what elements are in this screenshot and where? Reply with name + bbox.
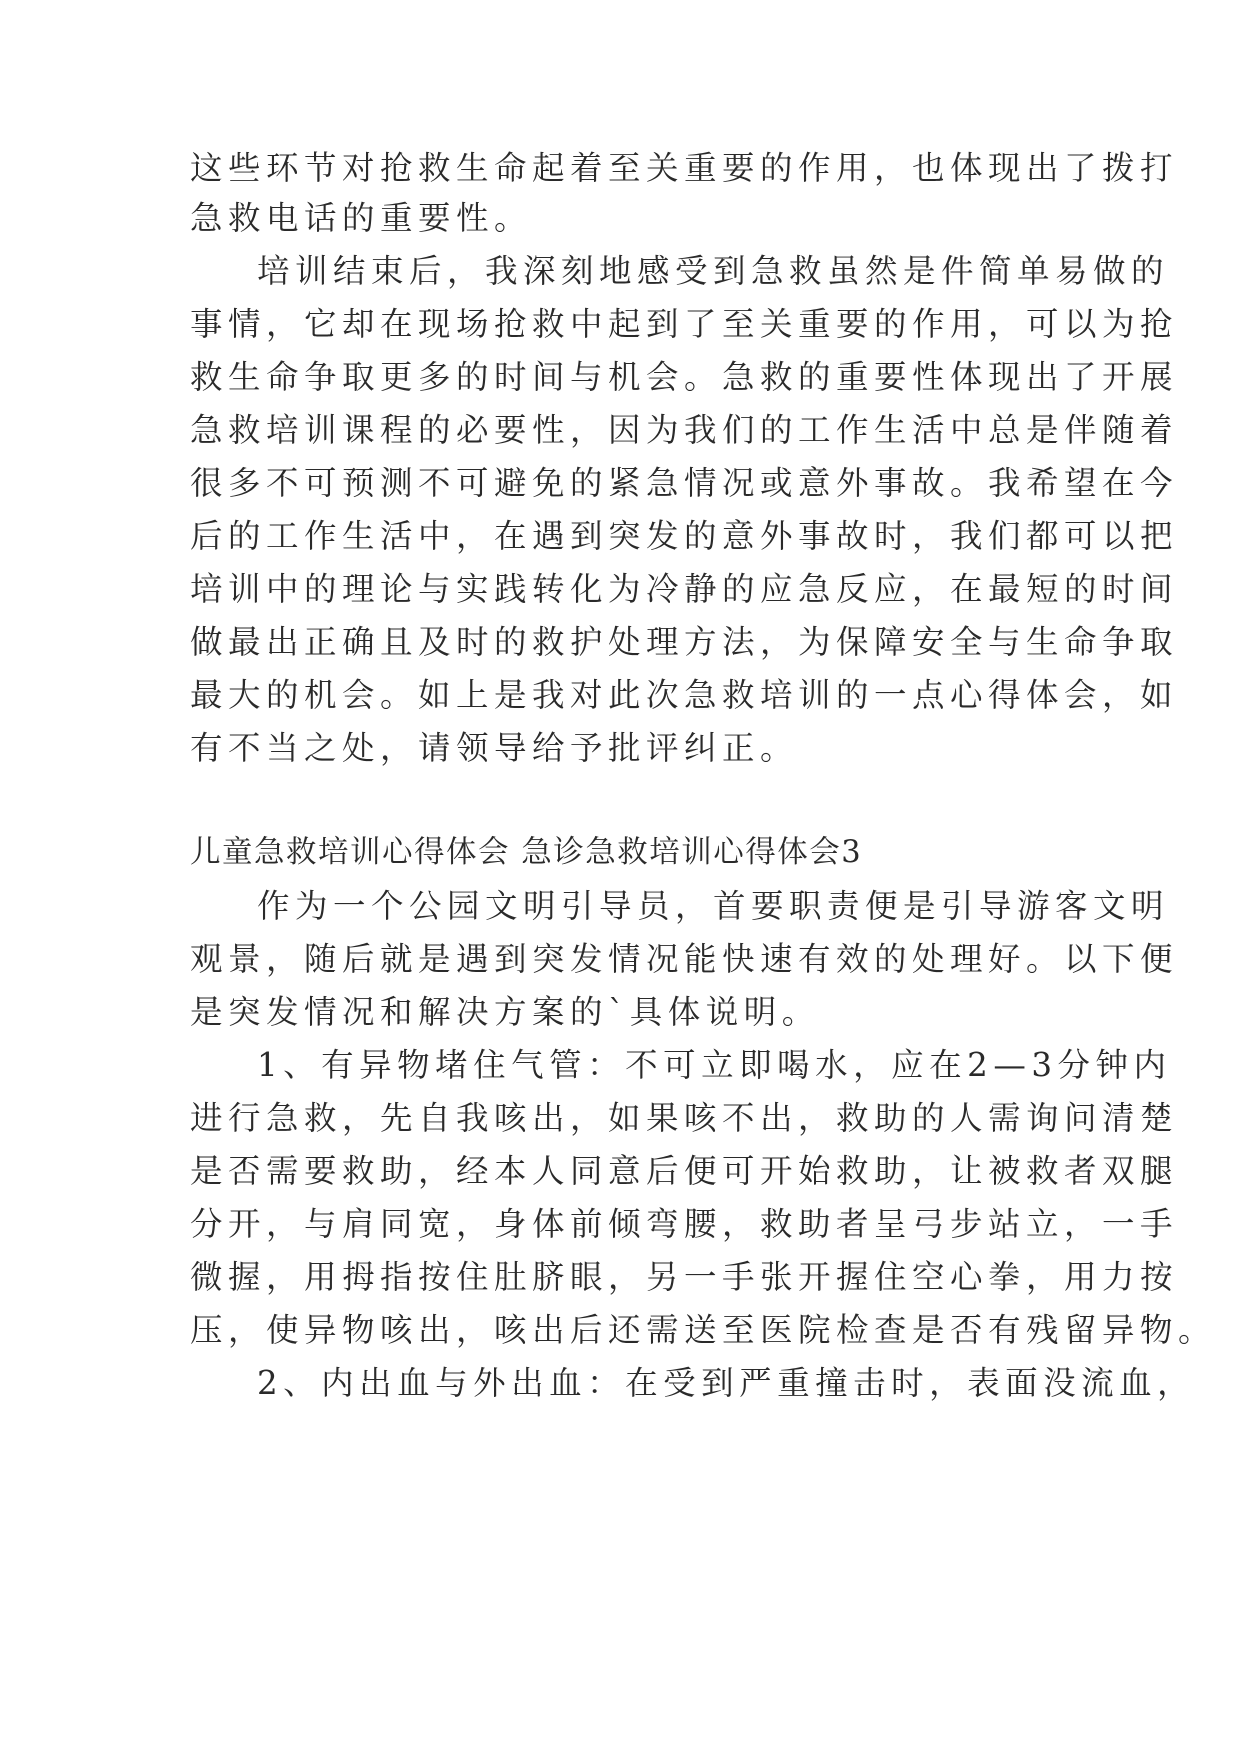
paragraph-line: 分开，与肩同宽，身体前倾弯腰，救助者呈弓步站立，一手	[190, 1205, 1179, 1243]
paragraph-line: 救生命争取更多的时间与机会。急救的重要性体现出了开展	[190, 358, 1179, 396]
paragraph-line: 作为一个公园文明引导员，首要职责便是引导游客文明	[257, 887, 1170, 925]
paragraph-line: 培训中的理论与实践转化为冷静的应急反应，在最短的时间	[190, 570, 1179, 608]
paragraph-line: 观景，随后就是遇到突发情况能快速有效的处理好。以下便	[190, 940, 1179, 978]
paragraph-line: 有不当之处，请领导给予批评纠正。	[190, 729, 799, 767]
paragraph-line: 2、内出血与外出血：在受到严重撞击时，表面没流血，	[257, 1364, 1196, 1402]
paragraph-line: 是否需要救助，经本人同意后便可开始救助，让被救者双腿	[190, 1152, 1179, 1190]
paragraph-line: 1、有异物堵住气管：不可立即喝水，应在2—3分钟内	[257, 1046, 1172, 1084]
paragraph-line: 后的工作生活中，在遇到突发的意外事故时，我们都可以把	[190, 517, 1179, 555]
paragraph-line: 培训结束后，我深刻地感受到急救虽然是件简单易做的	[257, 252, 1170, 290]
section-heading: 儿童急救培训心得体会 急诊急救培训心得体会3	[190, 835, 863, 870]
paragraph-line: 最大的机会。如上是我对此次急救培训的一点心得体会，如	[190, 676, 1179, 714]
paragraph-line: 急救电话的重要性。	[190, 199, 533, 237]
paragraph-line: 进行急救，先自我咳出，如果咳不出，救助的人需询问清楚	[190, 1099, 1179, 1137]
paragraph-line: 是突发情况和解决方案的`具体说明。	[190, 993, 820, 1031]
paragraph-line: 这些环节对抢救生命起着至关重要的作用，也体现出了拨打	[190, 149, 1179, 187]
paragraph-line: 微握，用拇指按住肚脐眼，另一手张开握住空心拳，用力按	[190, 1258, 1179, 1296]
paragraph-line: 很多不可预测不可避免的紧急情况或意外事故。我希望在今	[190, 464, 1179, 502]
paragraph-line: 做最出正确且及时的救护处理方法，为保障安全与生命争取	[190, 623, 1179, 661]
paragraph-line: 事情，它却在现场抢救中起到了至关重要的作用，可以为抢	[190, 305, 1179, 343]
paragraph-line: 压，使异物咳出，咳出后还需送至医院检查是否有残留异物。	[190, 1311, 1217, 1349]
paragraph-line: 急救培训课程的必要性，因为我们的工作生活中总是伴随着	[190, 411, 1179, 449]
